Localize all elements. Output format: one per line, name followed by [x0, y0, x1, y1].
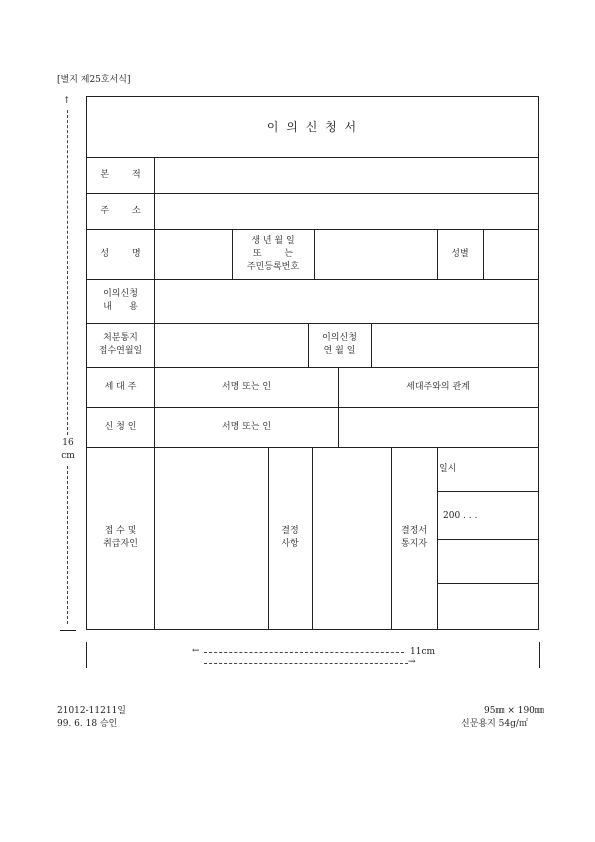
height-dimension-line-bottom	[67, 466, 68, 624]
address-field[interactable]	[155, 194, 538, 229]
label-objection-content: 이의신청 내 용	[103, 289, 138, 312]
notice-field-1[interactable]	[438, 540, 538, 583]
width-dimension-right-tick	[539, 642, 540, 668]
form-title: 이 의 신 청 서	[266, 119, 359, 134]
arrow-right-icon: →	[408, 657, 416, 667]
width-dimension-line-bottom	[204, 663, 408, 664]
footer-paper-size: 95㎜ × 190㎜	[484, 706, 544, 716]
label-birth-or-id: 생 년 월 일 또 는 주민등록번호	[246, 235, 300, 272]
disposition-date-field[interactable]	[155, 324, 307, 367]
notice-field-2[interactable]	[438, 584, 538, 629]
height-dimension-label: 16 cm	[61, 438, 75, 461]
footer-approval: 99. 6. 18 승인	[57, 719, 118, 729]
householder-relation-field[interactable]: 세대주와의 관계	[406, 381, 470, 392]
label-applicant: 신 청 인	[104, 421, 137, 432]
footer-paper-type: 신문용지 54g/㎡	[461, 719, 528, 729]
row-line	[437, 491, 538, 492]
label-address: 주 소	[100, 205, 141, 216]
householder-sign-field[interactable]: 서명 또는 인	[221, 381, 272, 392]
applicant-extra-field[interactable]	[339, 408, 538, 447]
sex-field[interactable]	[484, 230, 538, 279]
label-decision-notice: 결정서 통지자	[400, 526, 428, 549]
width-dimension-line-top	[204, 652, 404, 653]
label-sex: 성별	[451, 248, 469, 259]
height-dimension-end	[60, 630, 76, 631]
arrow-left-icon: ←	[192, 646, 200, 656]
objection-content-field[interactable]	[155, 280, 538, 323]
name-field[interactable]	[155, 230, 232, 279]
birth-or-id-field[interactable]	[315, 230, 437, 279]
arrow-up-icon: ↑	[63, 96, 71, 106]
label-date-time: 일시	[439, 464, 457, 474]
receipt-handler-stamp-field[interactable]	[155, 448, 268, 629]
domicile-field[interactable]	[155, 158, 538, 193]
decision-date-field[interactable]: 200 . . .	[443, 511, 478, 521]
footer-code: 21012-11211일	[57, 706, 126, 716]
width-dimension-left-tick	[86, 642, 87, 668]
label-objection-date: 이의신청 연 월 일	[322, 333, 357, 356]
width-dimension-label: 11cm	[410, 647, 436, 657]
label-householder: 세 대 주	[104, 381, 137, 392]
objection-form	[86, 96, 539, 630]
form-reference: [별지 제25호서식]	[57, 75, 131, 85]
label-disposition-date: 처분통지 접수연월일	[98, 333, 143, 356]
decision-matter-field[interactable]	[313, 448, 391, 629]
height-dimension-line-top	[67, 110, 68, 435]
label-name: 성 명	[100, 248, 141, 259]
objection-date-field[interactable]	[372, 324, 538, 367]
label-receipt-handler: 접 수 및 취급자인	[103, 526, 138, 549]
applicant-sign-field[interactable]: 서명 또는 인	[221, 421, 272, 432]
label-domicile: 본 적	[100, 169, 141, 180]
label-decision-matter: 결정 사항	[281, 526, 299, 549]
